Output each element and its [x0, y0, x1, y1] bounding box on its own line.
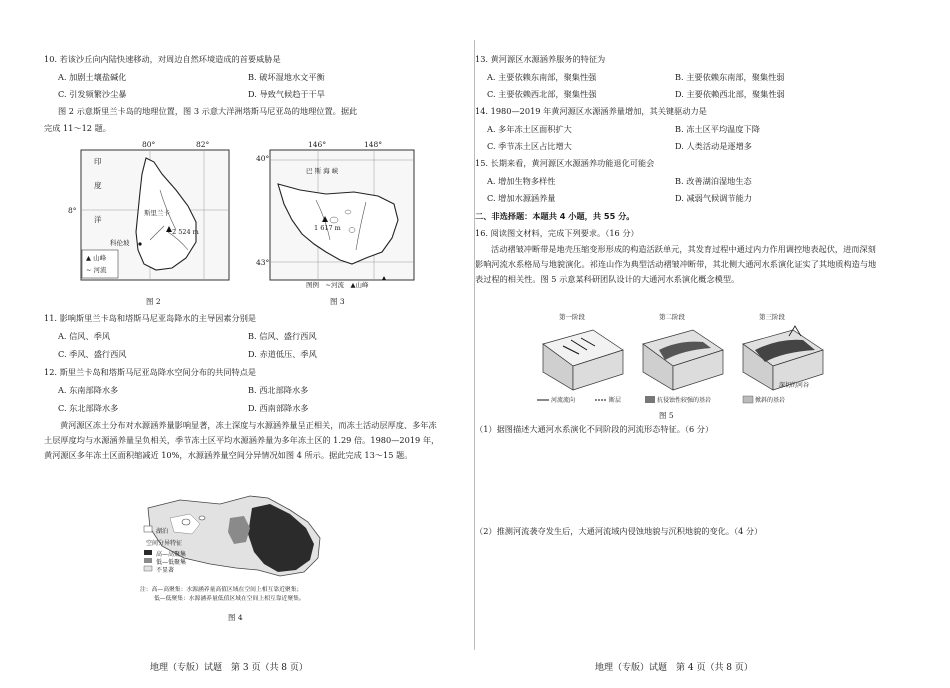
fig4-legend-lake: 湖泊	[156, 528, 169, 535]
q13-option-d[interactable]: D. 主要依赖西北部，聚集性弱	[675, 89, 785, 99]
fig2-lon-80: 80°	[142, 140, 156, 149]
q15-option-c[interactable]: C. 增加水源涵养量	[487, 193, 556, 203]
q11-option-d[interactable]: D. 赤道低压、季风	[248, 349, 317, 359]
q13-option-b[interactable]: B. 主要依赖东南部，聚集性弱	[675, 72, 785, 82]
q10-stem: 10. 若该沙丘向内陆快速移动，对周边自然环境造成的首要威胁是	[44, 54, 281, 64]
fig2-legend-river: ~ 河流	[86, 266, 107, 274]
q14-option-c[interactable]: C. 季节冻土区占比增大	[487, 141, 572, 151]
fig3-lon-146: 146°	[308, 140, 327, 149]
q12-option-a[interactable]: A. 东南部降水多	[58, 385, 119, 395]
q15-stem: 15. 长期来看，黄河源区水源涵养功能退化可能会	[475, 158, 655, 168]
fig5-legend-fault: 断层	[609, 397, 622, 404]
figure-5-river-evolution-model	[533, 310, 833, 410]
q14-stem: 14. 1980—2019 年黄河源区水源涵养量增加，其关键驱动力是	[475, 106, 707, 116]
q11-option-c[interactable]: C. 季风、盛行西风	[58, 349, 127, 359]
fig4-note-line2: 低—低聚集：水源涵养量低值区域在空间上相互靠近聚集。	[154, 596, 305, 602]
q11-option-a[interactable]: A. 信风、季风	[58, 331, 111, 341]
fig2-peak-elevation: 2 524 m	[172, 228, 199, 236]
fig5-legend-flow: 河流流向	[551, 397, 576, 404]
figure-5-caption: 图 5	[659, 411, 674, 420]
fig3-lat-40: 40°	[256, 154, 270, 163]
q15-option-b[interactable]: B. 改善湖泊湿地生态	[675, 176, 752, 186]
fig3-lat-43: 43°	[256, 258, 270, 267]
fig4-legend-high-high: 高—高聚集	[156, 551, 187, 558]
q10-option-a[interactable]: A. 加剧土壤盐碱化	[58, 72, 127, 82]
q11-stem: 11. 影响斯里兰卡岛和塔斯马尼亚岛降水的主导因素分别是	[44, 313, 257, 323]
fig3-peak-elevation: 1 617 m	[314, 224, 341, 232]
q13-option-c[interactable]: C. 主要依赖西北部，聚集性强	[487, 89, 597, 99]
figure-4-yellow-river-map	[140, 488, 330, 606]
intro-11-12-line2: 完成 11～12 题。	[44, 123, 111, 133]
fig5-stage-3: 第三阶段	[759, 313, 785, 321]
fig2-lat-8: 8°	[68, 206, 77, 215]
figure-3-tasmania-map	[256, 140, 416, 292]
footer-page-3: 地理（专版）试题 第 3 页（共 8 页）	[150, 663, 308, 673]
fig2-legend-peak: ▲ 山峰	[86, 254, 107, 262]
intro-13-15: 黄河源区冻土分布对水源涵养量影响显著，冻土深度与水源涵养量呈正相关，而冻土活动层厚度、多年冻土层厚度均与水源涵养量呈负相关，季节冻土区平均水源涵养量为多年冻土区的 1.29 倍。1980—2019 年，黄河源区多年冻土区面积缩减近 10%，水源涵养量空间分异情况如图 4 所示。据此完成 13～15 题。	[44, 420, 440, 460]
q13-option-a[interactable]: A. 主要依赖东南部，聚集性强	[487, 72, 597, 82]
figure-3-caption: 图 3	[330, 297, 345, 306]
q12-stem: 12. 斯里兰卡岛和塔斯马尼亚岛降水空间分布的共同特点是	[44, 367, 257, 377]
q10-option-b[interactable]: B. 破坏湿地水文平衡	[248, 72, 325, 82]
intro-11-12-line1: 图 2 示意斯里兰卡岛的地理位置，图 3 示意大洋洲塔斯马尼亚岛的地理位置。据此	[58, 106, 358, 116]
fig4-legend-not-significant: 不显著	[156, 567, 175, 574]
footer-page-4: 地理（专版）试题 第 4 页（共 8 页）	[595, 663, 753, 673]
q11-option-b[interactable]: B. 信风、盛行西风	[248, 331, 317, 341]
q10-option-d[interactable]: D. 导致气候趋于干旱	[248, 89, 325, 99]
fig4-legend-low-low: 低—低聚集	[156, 559, 187, 566]
fig3-lon-148: 148°	[364, 140, 383, 149]
fig2-sea-char-1: 印	[94, 157, 102, 166]
figure-2-sri-lanka-map	[68, 140, 232, 292]
fig5-legend-resistant-bedrock: 抗侵蚀性较强的基岩	[657, 397, 712, 404]
q16-stem: 16. 阅读图文材料，完成下列要求。（16 分）	[475, 228, 639, 238]
q16-part-2: （2）推测河流袭夺发生后，大通河流域内侵蚀地貌与沉积地貌的变化。（4 分）	[475, 526, 763, 536]
q15-option-a[interactable]: A. 增加生物多样性	[487, 176, 556, 186]
figure-4-caption: 图 4	[228, 613, 243, 622]
fig3-legend: 图例 ~河流 ▲山峰	[306, 281, 369, 289]
fig2-island-label: 斯里兰卡	[144, 209, 170, 217]
fig5-incised-valley-label: 深切的河谷	[779, 382, 810, 389]
page-4	[475, 0, 950, 688]
q10-option-c[interactable]: C. 引发频繁沙尘暴	[58, 89, 127, 99]
fig3-strait-label: 巴 斯 海 峡	[306, 167, 339, 175]
q13-stem: 13. 黄河源区水源涵养服务的特征为	[475, 54, 606, 64]
figure-2-caption: 图 2	[146, 297, 161, 306]
fig2-lon-82: 82°	[196, 140, 210, 149]
q16-material: 活动褶皱冲断带是地壳压缩变形形成的构造活跃单元，其发育过程中通过内力作用调控地表起伏，进而深刻影响河流水系格局与地貌演化。祁连山作为典型活动褶皱冲断带，其北侧大通河水系演化证实了其地质构造与地表过程的相关性。图 5 示意某科研团队设计的大通河水系演化概念模型。	[475, 244, 877, 284]
q14-option-a[interactable]: A. 多年冻土区面积扩大	[487, 124, 572, 134]
fig2-sea-char-2: 度	[94, 181, 102, 190]
q12-option-c[interactable]: C. 东北部降水多	[58, 403, 119, 413]
fig2-city-label: 科伦坡	[110, 239, 130, 247]
q14-option-d[interactable]: D. 人类活动是逐增多	[675, 141, 752, 151]
q15-option-d[interactable]: D. 减弱气候调节能力	[675, 193, 752, 203]
fig2-sea-char-3: 洋	[94, 215, 102, 224]
fig5-legend-tilted-bedrock: 掀斜的基岩	[755, 397, 786, 404]
q12-option-d[interactable]: D. 西南部降水多	[248, 403, 309, 413]
fig4-legend-title: 空间分异特征	[146, 540, 183, 547]
fig4-note-line1: 注：高—高聚集：水源涵养量高值区域在空间上相互靠近聚集；	[140, 587, 303, 593]
section-2-heading: 二、非选择题：本题共 4 小题，共 55 分。	[475, 211, 635, 221]
fig5-stage-2: 第二阶段	[659, 313, 685, 321]
q16-part-1: （1）据图描述大通河水系演化不同阶段的河流形态特征。（6 分）	[475, 424, 714, 434]
q12-option-b[interactable]: B. 西北部降水多	[248, 385, 309, 395]
q16-part-2-answer-space[interactable]	[475, 542, 875, 642]
q16-part-1-answer-space[interactable]	[475, 440, 875, 520]
fig5-stage-1: 第一阶段	[559, 313, 585, 321]
q14-option-b[interactable]: B. 冻土区平均温度下降	[675, 124, 760, 134]
